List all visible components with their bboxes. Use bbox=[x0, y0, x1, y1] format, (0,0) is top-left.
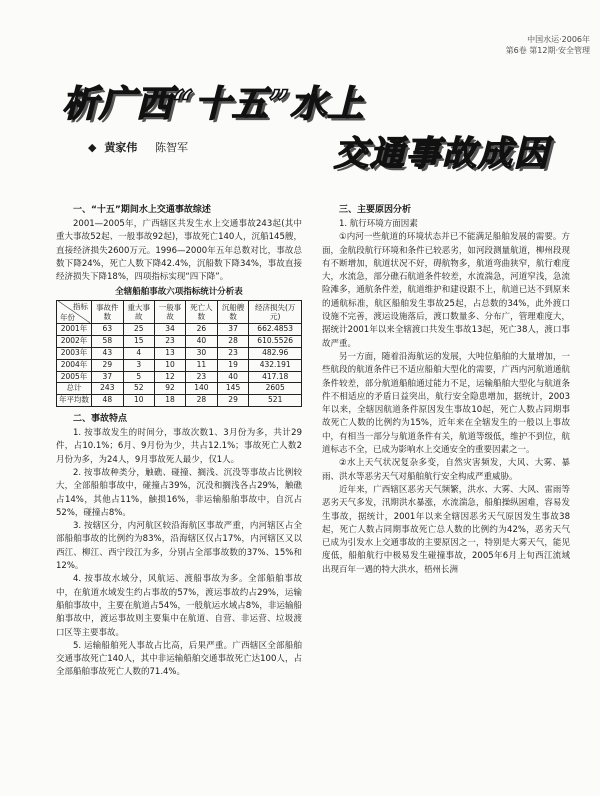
column-header: 事故件数 bbox=[92, 301, 124, 324]
table-cell: 40 bbox=[217, 371, 249, 383]
table-row-label: 2001年 bbox=[57, 324, 92, 336]
table-cell: 521 bbox=[249, 395, 302, 407]
article-title-line-1: 析广西“十五”水上 bbox=[62, 83, 365, 125]
table-row-label: 2004年 bbox=[57, 359, 92, 371]
table-cell: 482.96 bbox=[249, 348, 302, 360]
right-column bbox=[322, 202, 570, 577]
table-row bbox=[57, 348, 302, 360]
paragraph: 5. 运输船舶死人事故占比高，后果严重。广西辖区全部船舶交通事故死亡140人，其中非运输船舶交通事故死亡达100人，占全部船舶事故死亡人数的71.4%。 bbox=[56, 640, 302, 678]
table-cell: 662.4853 bbox=[249, 324, 302, 336]
table-row-label: 2002年 bbox=[57, 336, 92, 348]
table-cell: 48 bbox=[92, 395, 124, 407]
author-name-2: 陈智军 bbox=[155, 141, 189, 154]
paragraph: 1. 按事故发生的时间分，事故次数1、3月份为多，共计29件，占10.1%；6月、9月份为少，共占12.1%；事故死亡人数2月份为多，为24人，9月事故死人最少，仅1人。 bbox=[56, 428, 302, 465]
table-row bbox=[57, 371, 302, 383]
journal-header bbox=[450, 34, 590, 56]
table-cell: 26 bbox=[186, 324, 218, 336]
accident-stats-table bbox=[56, 300, 302, 407]
paragraph: 2001—2005年，广西辖区共发生水上交通事故243起(其中重大事故52起、一般事故92起)，事故死亡140人，沉船145艘，直接经济损失2600万元。1996—2000年五年总数对比，事故总数下降24%，死亡人数下降42.4%，沉船数下降34%，事故直接经济损失下降18%，四项指标实现“四下降”。 bbox=[56, 219, 302, 283]
table-row-label: 总计 bbox=[57, 383, 92, 395]
author-line bbox=[88, 139, 188, 155]
table-row-label: 年平均数 bbox=[57, 395, 92, 407]
column-header: 沉船艘数 bbox=[217, 301, 249, 324]
table-cell: 15 bbox=[123, 336, 154, 348]
table-cell: 23 bbox=[217, 348, 249, 360]
paragraph: 近年来，广西辖区恶劣天气频繁，洪水、大雾、大风、雷雨等恶劣天气多发，汛期洪水暴涨，水流湍急，船舶操纵困难，容易发生事故，据统计，2001年以来全辖因恶劣天气原因发生事故38起，死亡人数占同期事故死亡总人数的比例约为42%，恶劣天气已成为引发水上交通事故的主要原因之一，特别是大雾天气，能见度低，船舶航行中极易发生碰撞事故，2005年6月上旬西江流域出现百年一遇的特大洪水，梧州长洲 bbox=[322, 484, 570, 575]
paragraph: 3. 按辖区分，内河航区较沿海航区事故严重，内河辖区占全部船舶事故的比例约为83%，沿海辖区仅占17%，内河辖区又以西江、柳江、西宁段江为多，分别占全部事故数的37%、15%和12%。 bbox=[56, 521, 302, 572]
column-header: 经济损失(万元) bbox=[249, 301, 302, 324]
column-header: 一般事故 bbox=[154, 301, 185, 324]
paragraph: ②水上天气状况复杂多变，自然灾害频发，大风、大雾、暴雨、洪水等恶劣天气对船舶航行安全构成严重威胁。 bbox=[322, 458, 570, 482]
table-cell: 63 bbox=[92, 324, 124, 336]
table-cell: 10 bbox=[154, 359, 185, 371]
left-column bbox=[56, 202, 302, 680]
table-cell: 43 bbox=[92, 348, 124, 360]
table-cell: 28 bbox=[217, 336, 249, 348]
table-cell: 19 bbox=[217, 359, 249, 371]
table-cell: 29 bbox=[217, 395, 249, 407]
article-title-line-2: 交通事故成因 bbox=[334, 134, 550, 174]
table-header-row bbox=[57, 301, 302, 324]
table-cell: 23 bbox=[154, 336, 185, 348]
corner-label-year: 年份 bbox=[60, 313, 75, 323]
table-cell: 243 bbox=[92, 383, 124, 395]
table-cell: 58 bbox=[92, 336, 124, 348]
table-title: 全辖船舶事故六项指标统计分析表 bbox=[115, 287, 243, 298]
paragraph: 2. 按事故种类分，触礁、碰撞、搁浅、沉没等事故占比例较大，全部船舶事故中，碰撞占39%，沉没和搁浅各占29%，触礁占14%，其他占11%，触损16%，非运输船舶事故中，自沉占52%，碰撞占8%。 bbox=[56, 467, 302, 518]
table-cell: 28 bbox=[186, 395, 218, 407]
table-cell: 37 bbox=[217, 324, 249, 336]
table-cell: 40 bbox=[186, 336, 218, 348]
journal-line-1: 中国水运·2006年 bbox=[527, 35, 590, 44]
table-cell: 29 bbox=[92, 359, 124, 371]
table-cell: 10 bbox=[123, 395, 154, 407]
table-row-label: 2005年 bbox=[57, 371, 92, 383]
paragraph: 另一方面，随着沿海航运的发展，大吨位船舶的大量增加，一些航段的航道条件已不适应船舶大型化的需要，广西内河航道通航条件较差，部分航道船舶通过能力不足，运输船舶大型化与航道条件不相适应的矛盾日益突出，航行安全隐患增加，据统计，2003年以来，全辖因航道条件原因发生事故10起，死亡人数占同期事故死亡人数的比例约为15%，近年来在全辖发生的一般以上事故中，有相当一部分与航道条件有关，航道等级低，维护不到位，航道标志不全，已成为影响水上交通安全的重要因素之一。 bbox=[322, 351, 570, 456]
table-corner-cell bbox=[57, 301, 92, 324]
table-cell: 145 bbox=[217, 383, 249, 395]
table-row-average bbox=[57, 395, 302, 407]
journal-line-2: 第6卷 第12期·安全管理 bbox=[505, 46, 590, 55]
table-row-total bbox=[57, 383, 302, 395]
paragraph: 4. 按事故水域分，风航运、渡船事故为多。全部船舶事故中，在航道水域发生约占事故的57%，渡运事故约占29%，运输船舶事故中，主要在航道占54%，一般航运水域占8%，非运输船舶事故中，渡运事故则主要集中在航道、自营、非运营、垃圾渡口区等主要事故。 bbox=[56, 574, 302, 638]
table-cell: 11 bbox=[186, 359, 218, 371]
paragraph: ①内河一些航道的环境状态并已不能满足船舶发展的需要。方面，金航段航行环境和条件已较恶劣，如河段测量航道，柳州段现有不断增加，航道状况不好，碍航物多，航道弯曲狭窄，航行难度大，水流急，部分礁石航道条件较差，水流湍急，河道窄浅，急流险滩多，通航条件差，航道维护和建设跟不上，航道已达不到原来的通航标准，航区船舶发生事故25起，占总数的34%，此外渡口设施不完善，渡运设施落后，渡口数量多、分布广，管理难度大，据统计2001年以来全辖渡口共发生事故13起，死亡38人，渡口事故严重。 bbox=[322, 232, 570, 349]
table-cell: 13 bbox=[154, 348, 185, 360]
column-header: 死亡人数 bbox=[186, 301, 218, 324]
table-cell: 610.5526 bbox=[249, 336, 302, 348]
table-cell: 25 bbox=[123, 324, 154, 336]
table-cell: 52 bbox=[123, 383, 154, 395]
table-cell: 432.191 bbox=[249, 359, 302, 371]
section-heading-3: 三、主要原因分析 bbox=[339, 205, 412, 215]
table-row-label: 2003年 bbox=[57, 348, 92, 360]
table-cell: 30 bbox=[186, 348, 218, 360]
table-cell: 4 bbox=[123, 348, 154, 360]
table-cell: 5 bbox=[123, 371, 154, 383]
column-header: 重大事故 bbox=[123, 301, 154, 324]
table-cell: 37 bbox=[92, 371, 124, 383]
table-cell: 140 bbox=[186, 383, 218, 395]
table-cell: 3 bbox=[123, 359, 154, 371]
table-cell: 12 bbox=[154, 371, 185, 383]
table-cell: 2605 bbox=[249, 383, 302, 395]
table-row bbox=[57, 336, 302, 348]
author-name-1: 黄家伟 bbox=[104, 141, 138, 154]
table-cell: 92 bbox=[154, 383, 185, 395]
bullet-diamond-icon: ◆ bbox=[88, 141, 97, 154]
table-row bbox=[57, 359, 302, 371]
table-cell: 23 bbox=[186, 371, 218, 383]
subsection-heading: 1. 航行环境方面因素 bbox=[339, 219, 418, 229]
section-heading-1: 一、“十五”期间水上交通事故综述 bbox=[73, 205, 211, 215]
table-row bbox=[57, 324, 302, 336]
section-heading-2: 二、事故特点 bbox=[73, 414, 128, 425]
table-cell: 34 bbox=[154, 324, 185, 336]
table-cell: 417.18 bbox=[249, 371, 302, 383]
corner-label-metric: 指标 bbox=[73, 302, 88, 312]
table-cell: 18 bbox=[154, 395, 185, 407]
